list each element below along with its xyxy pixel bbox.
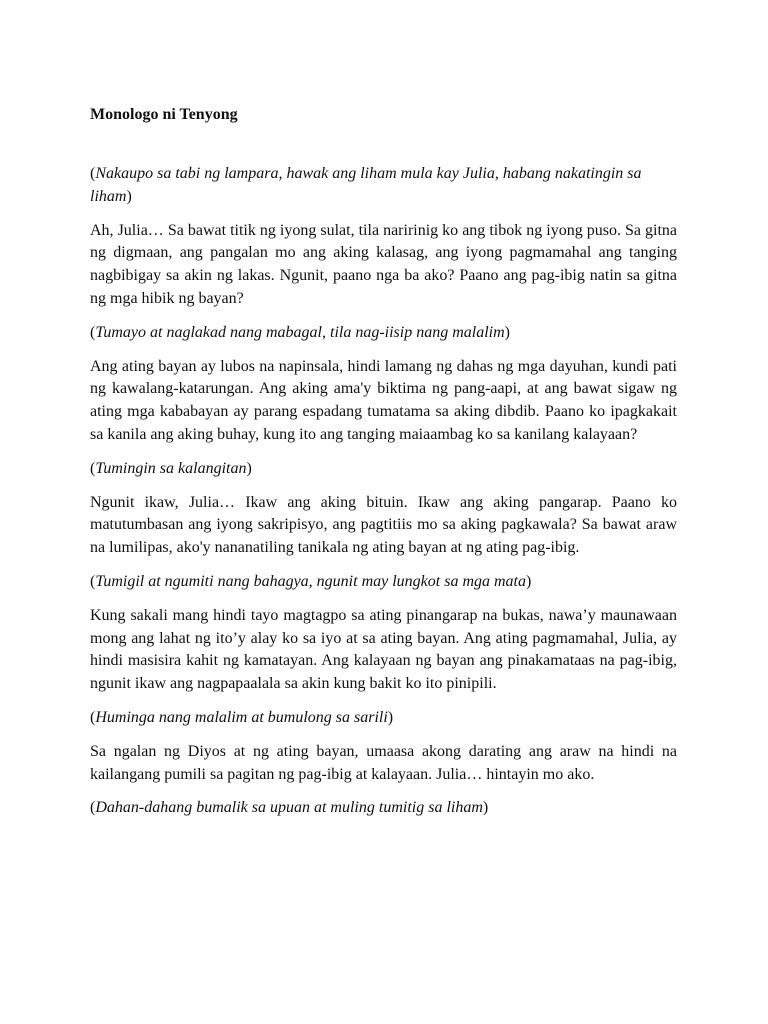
stage-direction: (Tumingin sa kalangitan) <box>90 459 252 477</box>
document-title: Monologo ni Tenyong <box>90 106 238 123</box>
stage-direction-text: Tumingin sa kalangitan <box>95 459 247 477</box>
stage-direction: (Huminga nang malalim at bumulong sa sarili) <box>90 708 394 726</box>
stage-direction: (Nakaupo sa tabi ng lampara, hawak ang liham mula kay Julia, habang nakatingin sa liham) <box>90 165 642 205</box>
monologue-paragraph: Ang ating bayan ay lubos na napinsala, hindi lamang ng dahas ng mga dayuhan, kundi pati ng kawalang-katarungan. Ang aking ama'y biktima ng pang-aapi, at ang bawat sigaw ng ating mga kababayan ay parang espadang tumatama sa aking dibdib. Paano ko ipagkakait sa kanila ang aking buhay, kung ito ang tanging maiaambag ko sa kanilang kalayaan? <box>90 357 677 443</box>
stage-direction-text: Dahan-dahang bumalik sa upuan at muling tumitig sa liham <box>95 799 483 817</box>
document-page <box>90 104 677 831</box>
monologue-paragraph: Ah, Julia… Sa bawat titik ng iyong sulat, tila naririnig ko ang tibok ng iyong puso. Sa gitna ng digmaan, ang pangalan mo ang aking kalasag, ang iyong pagmamahal ang tanging nagbibigay sa akin ng lakas. Ngunit, paano nga ba ako? Paano ang pag-ibig natin sa gitna ng mga hibik ng bayan? <box>90 221 677 307</box>
stage-direction-text: Huminga nang malalim at bumulong sa sarili <box>95 708 388 726</box>
monologue-paragraph: Ngunit ikaw, Julia… Ikaw ang aking bituin. Ikaw ang aking pangarap. Paano ko matutumbasan ang iyong sakripisyo, ang pagtitiis mo sa aking pagkawala? Sa bawat araw na lumilipas, ako'y nananatiling tanikala ng ating bayan at ng ating pag-ibig. <box>90 493 677 557</box>
monologue-paragraph: Kung sakali mang hindi tayo magtagpo sa ating pinangarap na bukas, nawa’y maunawaan mong ang lahat ng ito’y alay ko sa iyo at sa ating bayan. Ang ating pagmamahal, Julia, ay hindi masisira kahit ng kamatayan. Ang kalayaan ng bayan ang pinakamataas na pag-ibig, ngunit ikaw ang nagpapaalala sa akin kung bakit ko ito pinipili. <box>90 606 677 693</box>
monologue-paragraph: Sa ngalan ng Diyos at ng ating bayan, umaasa akong darating ang araw na hindi na kailangang pumili sa pagitan ng pag-ibig at kalayaan. Julia… hintayin mo ako. <box>90 742 677 783</box>
stage-direction-text: Nakaupo sa tabi ng lampara, hawak ang liham mula kay Julia, habang nakatingin sa liham <box>90 165 642 205</box>
stage-direction: (Dahan-dahang bumalik sa upuan at muling tumitig sa liham) <box>90 799 489 817</box>
stage-direction-text: Tumigil at ngumiti nang bahagya, ngunit may lungkot sa mga mata <box>95 572 526 590</box>
stage-direction: (Tumigil at ngumiti nang bahagya, ngunit may lungkot sa mga mata) <box>90 572 532 590</box>
stage-direction: (Tumayo at naglakad nang mabagal, tila nag-iisip nang malalim) <box>90 323 510 341</box>
stage-direction-text: Tumayo at naglakad nang mabagal, tila nag-iisip nang malalim <box>95 323 505 341</box>
